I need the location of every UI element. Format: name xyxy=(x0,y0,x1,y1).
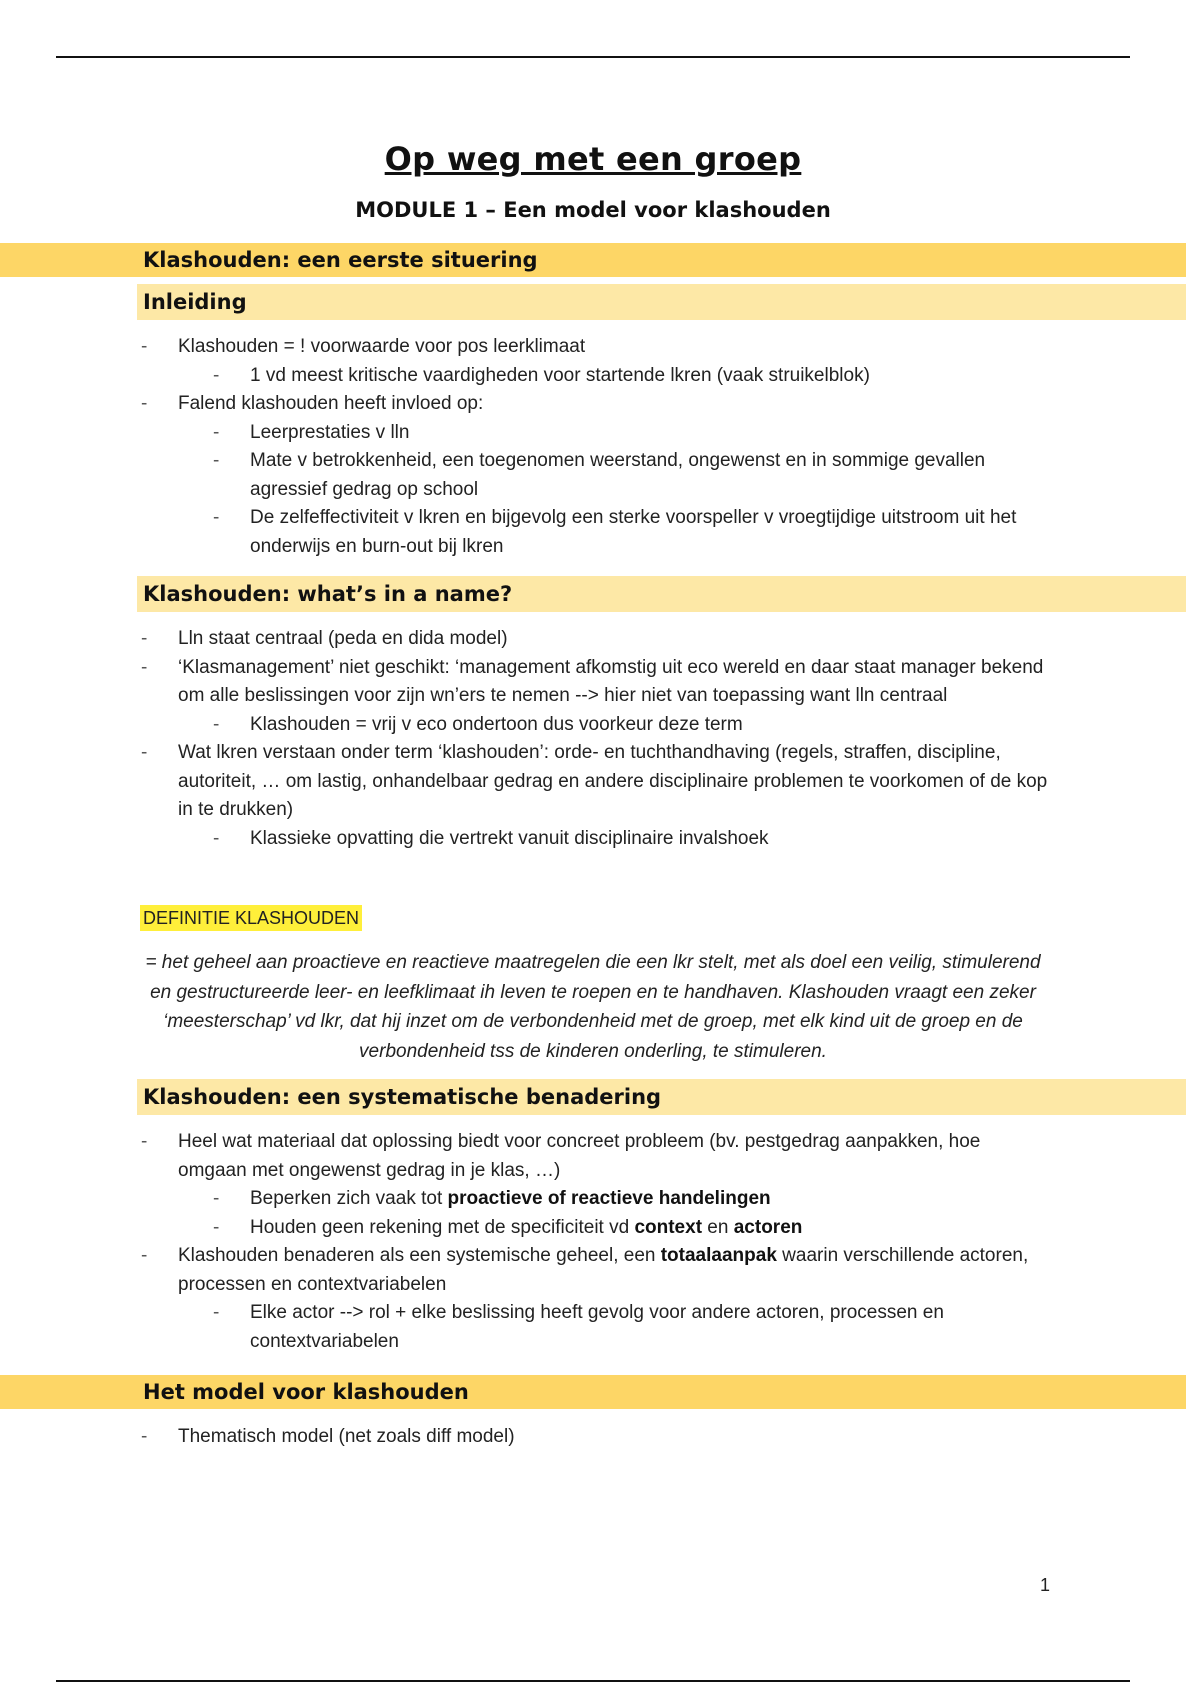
list-item: - Thematisch model (net zoals diff model) xyxy=(141,1426,515,1447)
list-item: - Klashouden benaderen als een systemische geheel, een totaalaanpak waarin verschillende actoren, processen en contextvariabelen xyxy=(141,1245,1029,1295)
definition-label: DEFINITIE KLASHOUDEN xyxy=(140,905,362,931)
list-item: - Falend klashouden heeft invloed op: xyxy=(141,393,484,414)
footer-rule xyxy=(56,1680,1130,1682)
list-item: - Mate v betrokkenheid, een toegenomen weerstand, ongewenst en in sommige gevallen agressief gedrag op school xyxy=(213,450,986,500)
list-item: - Klashouden = vrij v eco ondertoon dus voorkeur deze term xyxy=(213,713,743,735)
inleiding-list xyxy=(0,333,1186,561)
heading-inleiding: Inleiding xyxy=(137,284,1186,320)
heading-whats-in-a-name: Klashouden: what’s in a name? xyxy=(137,576,1186,612)
list-item: - Heel wat materiaal dat oplossing biedt voor concreet probleem (bv. pestgedrag aanpakken, hoe omgaan met ongewenst gedrag in je klas, …) xyxy=(141,1131,981,1181)
list-item: - Elke actor --> rol + elke beslissing heeft gevolg voor andere actoren, processen en contextvariabelen xyxy=(213,1302,944,1352)
heading-systematische-benadering: Klashouden: een systematische benadering xyxy=(137,1079,1186,1115)
list-item: - Houden geen rekening met de specificiteit vd context en actoren xyxy=(213,1216,803,1238)
definition-text: = het geheel aan proactieve en reactieve maatregelen die een lkr stelt, met als doel een veilig, stimulerend en gestructureerde leer- en leefklimaat ih leven te roepen en te handhaven. Klashouden vraagt een zeker ‘meesterschap’ vd lkr, dat hij inzet om de verbondenheid met de groep, met elk kind uit de groep en de verbondenheid tss de kinderen onderling, te stimuleren. xyxy=(145,952,1041,1062)
header-rule xyxy=(56,56,1130,58)
list-item: - Lln staat centraal (peda en dida model) xyxy=(141,628,508,649)
list-item: - De zelfeffectiviteit v lkren en bijgevolg een sterke voorspeller v vroegtijdige uitstroom uit het onderwijs en burn-out bij lkren xyxy=(213,507,1017,557)
document-subtitle: MODULE 1 – Een model voor klashouden xyxy=(355,198,831,222)
list-item: - 1 vd meest kritische vaardigheden voor startende lkren (vaak struikelblok) xyxy=(213,364,870,386)
page-number: 1 xyxy=(1040,1575,1051,1595)
heading-eerste-situering: Klashouden: een eerste situering xyxy=(0,243,1186,277)
model-list xyxy=(0,1423,1186,1452)
document-title: Op weg met een groep xyxy=(384,140,802,178)
list-item: - Klashouden = ! voorwaarde voor pos leerklimaat xyxy=(141,336,586,357)
list-item: - Klassieke opvatting die vertrekt vanuit disciplinaire invalshoek xyxy=(213,827,769,849)
list-item: - Leerprestaties v lln xyxy=(213,421,410,443)
name-section-list xyxy=(0,625,1186,853)
list-item: - Beperken zich vaak tot proactieve of reactieve handelingen xyxy=(213,1188,771,1209)
list-item: - ‘Klasmanagement’ niet geschikt: ‘management afkomstig uit eco wereld en daar staat manager bekend om alle beslissingen voor zijn wn’ers te nemen --> hier niet van toepassing want lln centraal xyxy=(141,656,1044,706)
heading-model-voor-klashouden: Het model voor klashouden xyxy=(0,1375,1186,1409)
systematisch-list xyxy=(0,1128,1186,1356)
list-item: - Wat lkren verstaan onder term ‘klashouden’: orde- en tuchthandhaving (regels, straffen, discipline, autoriteit, … om lastig, onhandelbaar gedrag en andere disciplinaire problemen te voorkomen of de kop in te drukken) xyxy=(141,742,1048,820)
